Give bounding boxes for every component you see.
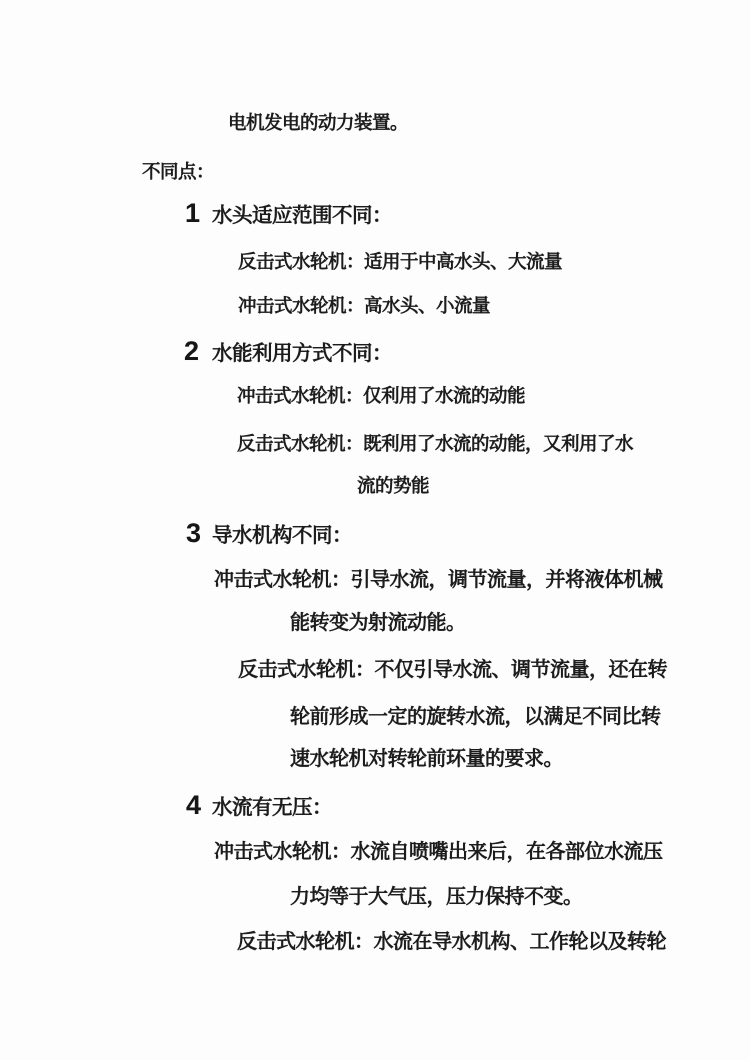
item-3-line: 速水轮机对转轮前环量的要求。: [290, 748, 563, 770]
item-3-line: 反击式水轮机：不仅引导水流、调节流量，还在转: [238, 659, 667, 681]
item-4-number: 4: [186, 790, 202, 820]
item-3-line: 能转变为射流动能。: [290, 612, 466, 634]
item-3-line: 冲击式水轮机：引导水流，调节流量，并将液体机械: [214, 569, 663, 591]
item-3-title: 导水机构不同：: [212, 524, 352, 547]
item-1-line: 反击式水轮机：适用于中高水头、大流量: [238, 251, 563, 272]
item-2-line: 流的势能: [357, 475, 430, 496]
intro-line: 电机发电的动力装置。: [228, 112, 409, 133]
item-3-number: 3: [186, 518, 202, 548]
item-1-title: 水头适应范围不同：: [212, 204, 392, 227]
item-2-title: 水能利用方式不同：: [212, 342, 392, 365]
item-1-line: 冲击式水轮机：高水头、小流量: [238, 295, 491, 316]
item-3-line: 轮前形成一定的旋转水流，以满足不同比转: [290, 706, 661, 728]
item-4-line: 冲击式水轮机：水流自喷嘴出来后，在各部位水流压: [214, 841, 663, 863]
item-4-line: 反击式水轮机：水流在导水机构、工作轮以及转轮: [237, 931, 666, 953]
item-2-line: 冲击式水轮机：仅利用了水流的动能: [237, 385, 526, 406]
item-4-title: 水流有无压：: [212, 796, 332, 819]
item-2-line: 反击式水轮机：既利用了水流的动能，又利用了水: [237, 433, 634, 454]
item-1-number: 1: [185, 198, 201, 228]
item-4-line: 力均等于大气压，压力保持不变。: [290, 886, 583, 908]
item-2-number: 2: [184, 336, 200, 366]
section-heading: 不同点：: [142, 161, 215, 182]
